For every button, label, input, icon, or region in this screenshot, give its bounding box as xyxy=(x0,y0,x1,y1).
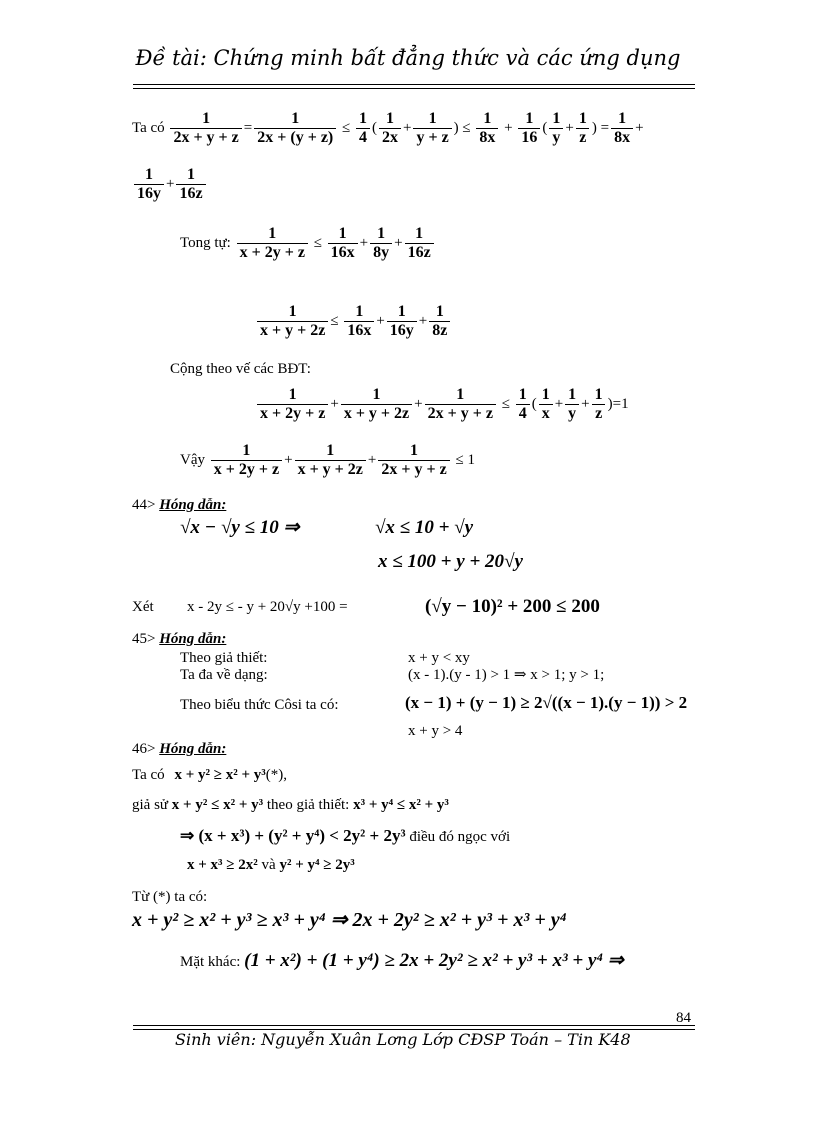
eq-line-6: Vậy $\frac{1}{x + 2y + z}$ + $\frac{1}{x + y + 2z}$ + $\frac{1}{2x + y + z}$ ≤ 1 xyxy=(180,442,475,478)
fraction: $\frac{1}{2x + (y + z)}$ xyxy=(254,110,336,147)
fraction: $\frac{1}{x + y + 2z}$ xyxy=(341,386,412,423)
eq-line-4: $\frac{1}{x + y + 2z}$ ≤ $\frac{1}{16x}$ + $\frac{1}{16y}$ + $\frac{1}{8z}$ xyxy=(255,303,452,340)
fraction: $\frac{1}{4}$ xyxy=(516,386,530,423)
fraction: $\frac{1}{x + 2y + z}$ xyxy=(237,225,308,262)
text-45-d2: x + y > 4 xyxy=(408,723,463,739)
text-46-l5: Từ (*) ta có: xyxy=(132,889,208,905)
section-46-heading: 46> Hóng dẫn: xyxy=(132,741,227,757)
fraction: $\frac{1}{2x + y + z}$ xyxy=(170,110,241,147)
fraction: $\frac{1}{x + y + 2z}$ xyxy=(257,303,328,340)
header-rule-2 xyxy=(133,88,695,89)
eq-44-line-1b: √x ≤ 10 + √y xyxy=(375,517,474,538)
eq-44-line-2: x ≤ 100 + y + 20√y xyxy=(378,551,523,572)
fraction: $\frac{1}{8x}$ xyxy=(611,110,633,147)
fraction: $\frac{1}{16z}$ xyxy=(176,166,205,203)
section-44-heading: 44> Hóng dẫn: xyxy=(132,497,227,513)
eq-44-line-3: x - 2y ≤ - y + 20√y +100 = xyxy=(187,599,348,615)
footer-text: Sinh viên: Nguyễn Xuân Lơng Lớp CĐSP Toán – Tin K48 xyxy=(175,1030,631,1049)
text-45-b1: Ta đa về dạng: xyxy=(180,667,268,683)
eq-line-2: $\frac{1}{16y}$ + $\frac{1}{16z}$ xyxy=(132,166,208,203)
fraction: $\frac{1}{x}$ xyxy=(539,386,553,423)
fraction: $\frac{1}{8y}$ xyxy=(370,225,392,262)
fraction: $\frac{1}{x + 2y + z}$ xyxy=(257,386,328,423)
eq-line-1: Ta có $\frac{1}{2x + y + z}$ = $\frac{1}{2x + (y + z)}$ ≤ $\frac{1}{4}$ ( $\frac{1}{2x}$ + $\frac{1}{y + z}$ ) ≤ $\frac{1}{8x}$ + $\frac{1}{16}$ ( $\frac{1}{y}$ + $\frac{1}{z}$ ) = $\frac{1}{8x}$ + xyxy=(132,110,644,146)
header-rule xyxy=(133,84,695,85)
fraction: $\frac{1}{16x}$ xyxy=(328,225,358,262)
fraction: $\frac{1}{8x}$ xyxy=(476,110,498,147)
fraction: $\frac{1}{2x + y + z}$ xyxy=(425,386,496,423)
eq-line-5: $\frac{1}{x + 2y + z}$ + $\frac{1}{x + y + 2z}$ + $\frac{1}{2x + y + z}$ ≤ $\frac{1}{4}$ ( $\frac{1}{x}$ + $\frac{1}{y}$ + $\frac{1}{z}$ )=1 xyxy=(255,386,629,423)
fraction: $\frac{1}{16}$ xyxy=(518,110,540,147)
header-title: Đề tài: Chứng minh bất đẳng thức và các ứng dụng xyxy=(135,46,681,70)
fraction: $\frac{1}{2x}$ xyxy=(379,110,401,147)
fraction: $\frac{1}{y}$ xyxy=(565,386,579,423)
section-45-heading: 45> Hóng dẫn: xyxy=(132,631,227,647)
eq-44-line-1: √x − √y ≤ 10 ⇒ xyxy=(180,517,300,538)
fraction: $\frac{1}{y + z}$ xyxy=(413,110,451,147)
text-xet: Xét xyxy=(132,599,154,615)
page-number: 84 xyxy=(676,1010,691,1026)
eq-line-3: Tong tự: $\frac{1}{x + 2y + z}$ ≤ $\frac{1}{16x}$ + $\frac{1}{8y}$ + $\frac{1}{16z}$ xyxy=(180,225,436,262)
eq-45-c2: (x − 1) + (y − 1) ≥ 2√((x − 1).(y − 1)) > 2 xyxy=(405,693,688,712)
eq-46-line-4: x + x³ ≥ 2x² và y² + y⁴ ≥ 2y³ xyxy=(187,857,355,873)
fraction: $\frac{1}{z}$ xyxy=(592,386,606,423)
text-45-a2: x + y < xy xyxy=(408,650,470,666)
text-cong-theo-ve: Cộng theo vế các BĐT: xyxy=(170,361,311,377)
text-taco: Ta có xyxy=(132,119,165,136)
fraction: $\frac{1}{x + 2y + z}$ xyxy=(211,442,282,479)
text-45-b2: (x - 1).(y - 1) > 1 ⇒ x > 1; y > 1; xyxy=(408,667,605,683)
fraction: $\frac{1}{16y}$ xyxy=(134,166,164,203)
fraction: $\frac{1}{y}$ xyxy=(549,110,563,147)
footer-rule xyxy=(133,1025,695,1026)
eq-46-line-2: giả sử x + y² ≤ x² + y³ theo giả thiết: x³ + y⁴ ≤ x² + y³ xyxy=(132,797,449,813)
fraction: $\frac{1}{4}$ xyxy=(356,110,370,147)
text-45-c1: Theo biểu thức Côsi ta có: xyxy=(180,697,339,713)
eq-46-line-3: ⇒ (x + x³) + (y² + y⁴) < 2y² + 2y³ điều đó ngọc với xyxy=(180,826,511,845)
fraction: $\frac{1}{x + y + 2z}$ xyxy=(295,442,366,479)
fraction: $\frac{1}{16y}$ xyxy=(387,303,417,340)
eq-44-line-3b: (√y − 10)² + 200 ≤ 200 xyxy=(425,596,600,617)
fraction: $\frac{1}{8z}$ xyxy=(429,303,450,340)
eq-46-line-7: Mặt khác: (1 + x²) + (1 + y⁴) ≥ 2x + 2y² ≥ x² + y³ + x³ + y⁴ ⇒ xyxy=(180,950,624,971)
eq-46-line-6: x + y² ≥ x² + y³ ≥ x³ + y⁴ ⇒ 2x + 2y² ≥ x² + y³ + x³ + y⁴ xyxy=(132,909,567,931)
fraction: $\frac{1}{16z}$ xyxy=(405,225,434,262)
fraction: $\frac{1}{16x}$ xyxy=(344,303,374,340)
text-45-a1: Theo giả thiết: xyxy=(180,650,268,666)
fraction: $\frac{1}{z}$ xyxy=(576,110,590,147)
eq-46-line-1: Ta có x + y² ≥ x² + y³(*), xyxy=(132,767,288,783)
fraction: $\frac{1}{2x + y + z}$ xyxy=(378,442,449,479)
